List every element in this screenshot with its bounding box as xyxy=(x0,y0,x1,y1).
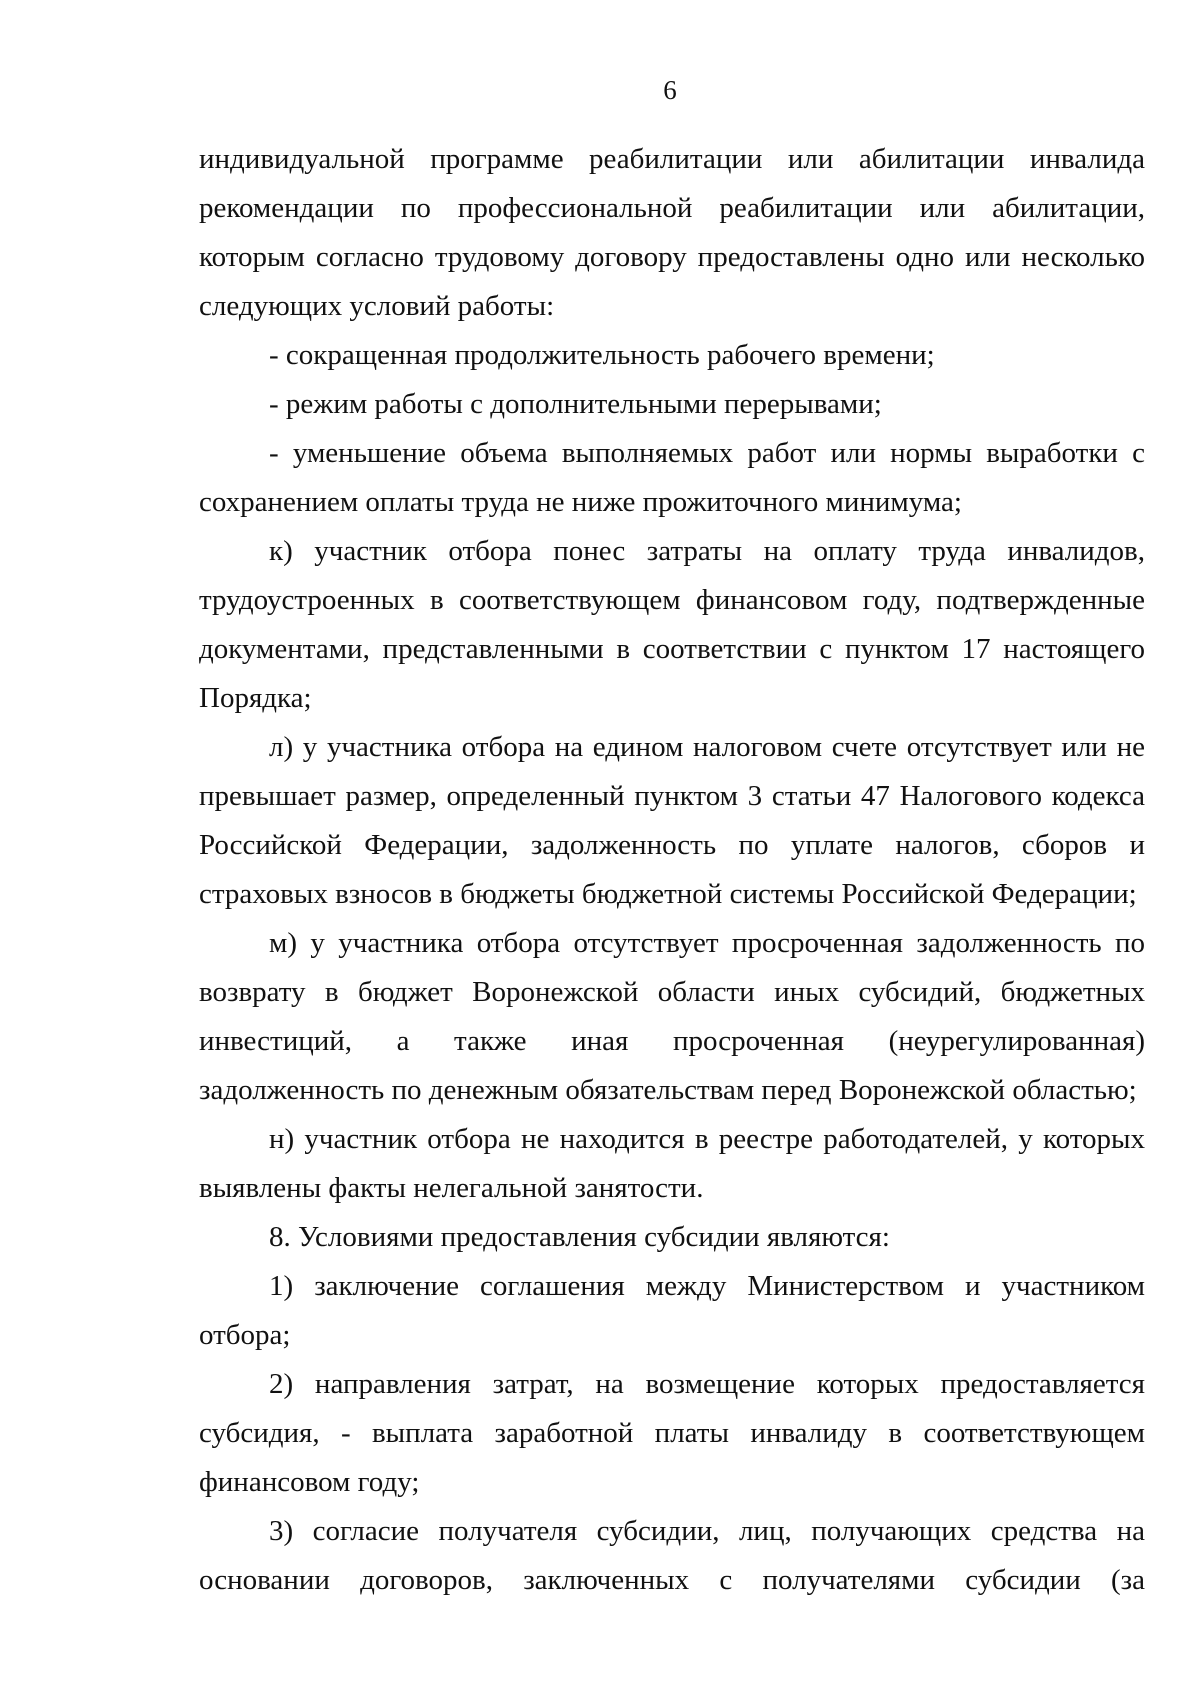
paragraph: - уменьшение объема выполняемых работ или нормы выработки с сохранением оплаты труда не ниже прожиточного минимума; xyxy=(199,437,1145,518)
paragraph: 1) заключение соглашения между Министерством и участником отбора; xyxy=(199,1270,1145,1351)
paragraph: 2) направления затрат, на возмещение которых предоставляется субсидия, - выплата заработной платы инвалиду в соответствующем финансовом году; xyxy=(199,1368,1145,1498)
paragraph: индивидуальной программе реабилитации или абилитации инвалида рекомендации по профессиональной реабилитации или абилитации, которым согласно трудовому договору предоставлены одно или несколько следующих условий работы: xyxy=(199,143,1145,322)
paragraph: м) у участника отбора отсутствует просроченная задолженность по возврату в бюджет Воронежской области иных субсидий, бюджетных инвестиций, а также иная просроченная (неурегулированная) задолженность по денежным обязательствам перед Воронежской областью; xyxy=(199,927,1145,1106)
paragraph: н) участник отбора не находится в реестре работодателей, у которых выявлены факты нелегальной занятости. xyxy=(199,1123,1145,1204)
page-number: 6 xyxy=(663,75,677,105)
paragraph: л) у участника отбора на едином налоговом счете отсутствует или не превышает размер, определенный пунктом 3 статьи 47 Налогового кодекса Российской Федерации, задолженность по уплате налогов, сборов и страховых взносов в бюджеты бюджетной системы Российской Федерации; xyxy=(199,731,1145,910)
document-body xyxy=(199,135,1145,1605)
paragraph: 8. Условиями предоставления субсидии являются: xyxy=(269,1221,890,1253)
paragraph: 3) согласие получателя субсидии, лиц, получающих средства на основании договоров, заключенных с получателями субсидии (за xyxy=(199,1515,1145,1596)
paragraph: - сокращенная продолжительность рабочего времени; xyxy=(269,339,935,371)
paragraph: - режим работы с дополнительными перерывами; xyxy=(269,388,882,420)
paragraph: к) участник отбора понес затраты на оплату труда инвалидов, трудоустроенных в соответствующем финансовом году, подтвержденные документами, представленными в соответствии с пунктом 17 настоящего Порядка; xyxy=(199,535,1145,714)
